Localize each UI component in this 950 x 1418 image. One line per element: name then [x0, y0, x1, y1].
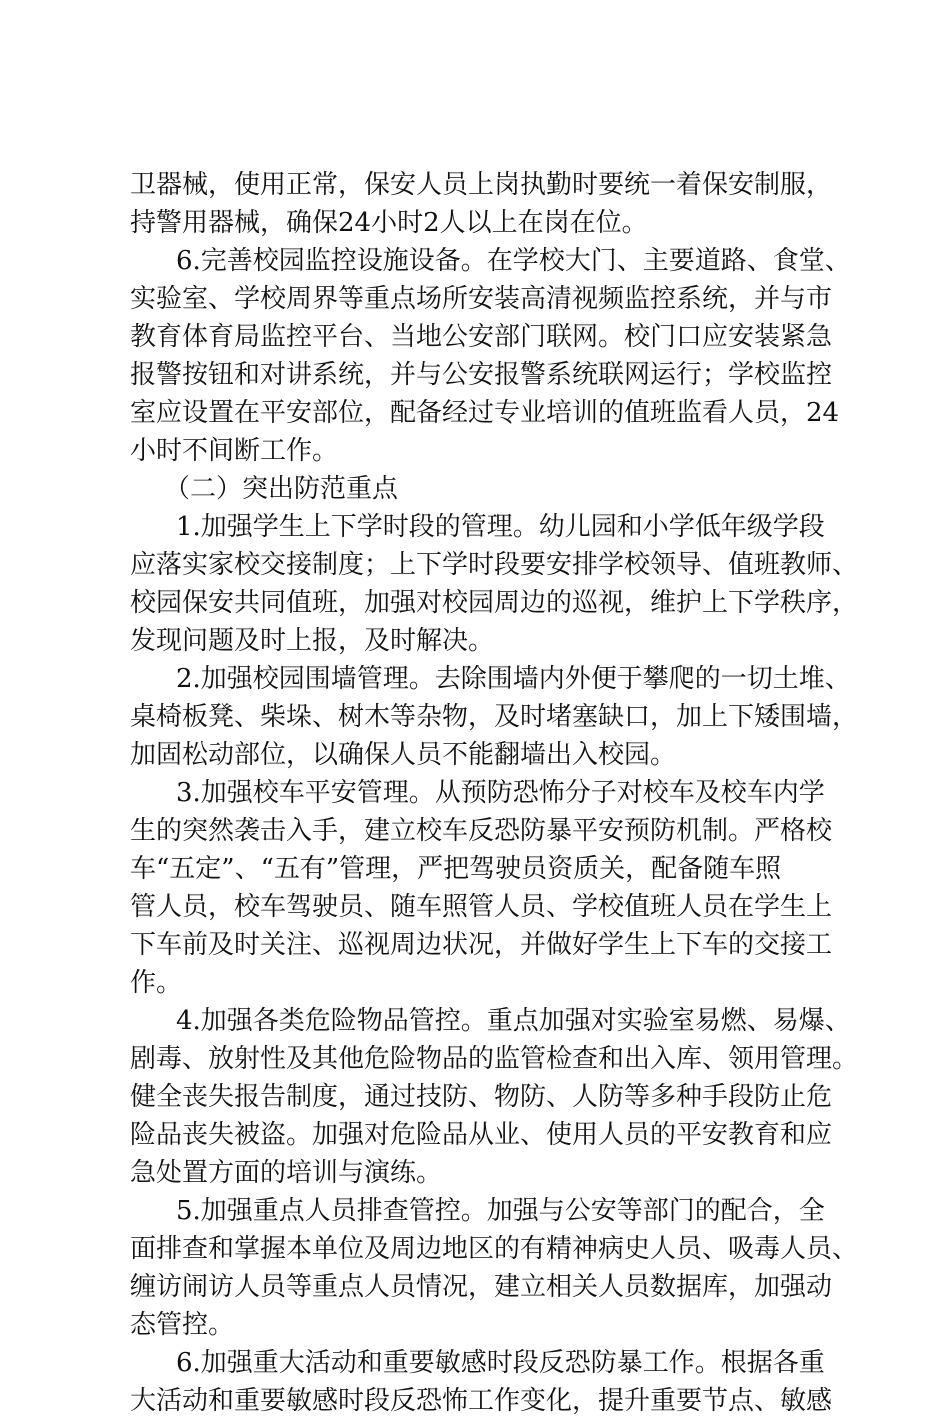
paragraph-line: 健全丧失报告制度，通过技防、物防、人防等多种手段防止危 [130, 1082, 833, 1112]
paragraph-line: 应落实家校交接制度；上下学时段要安排学校领导、值班教师、 [130, 550, 859, 580]
paragraph-line: 4.加强各类危险物品管控。重点加强对实验室易燃、易爆、 [176, 1006, 851, 1036]
paragraph-line: 加固松动部位，以确保人员不能翻墙出入校园。 [130, 740, 677, 770]
paragraph-line: 卫器械，使用正常，保安人员上岗执勤时要统一着保安制服， [130, 170, 833, 200]
paragraph-line: 教育体育局监控平台、当地公安部门联网。校门口应安装紧急 [130, 322, 833, 352]
paragraph-line: 生的突然袭击入手，建立校车反恐防暴平安预防机制。严格校 [130, 816, 833, 846]
section-heading: （二）突出防范重点 [164, 474, 399, 504]
paragraph-line: 小时不间断工作。 [130, 436, 339, 466]
paragraph-line: 实验室、学校周界等重点场所安装高清视频监控系统，并与市 [130, 284, 833, 314]
paragraph-line: 报警按钮和对讲系统，并与公安报警系统联网运行；学校监控 [130, 360, 833, 390]
paragraph-line: 大活动和重要敏感时段反恐怖工作变化，提升重要节点、敏感 [130, 1386, 833, 1416]
paragraph-line: 缠访闹访人员等重点人员情况，建立相关人员数据库，加强动 [130, 1272, 833, 1302]
paragraph-line: 态管控。 [130, 1310, 235, 1340]
paragraph-line: 1.加强学生上下学时段的管理。幼儿园和小学低年级学段 [176, 512, 825, 542]
paragraph-line: 室应设置在平安部位，配备经过专业培训的值班监看人员，24 [130, 398, 840, 428]
paragraph-line: 剧毒、放射性及其他危险物品的监管检查和出入库、领用管理。 [130, 1044, 859, 1074]
paragraph-line: 管人员，校车驾驶员、随车照管人员、学校值班人员在学生上 [130, 892, 833, 922]
paragraph-line: 2.加强校园围墙管理。去除围墙内外便于攀爬的一切土堆、 [176, 664, 851, 694]
paragraph-line: 3.加强校车平安管理。从预防恐怖分子对校车及校车内学 [176, 778, 825, 808]
paragraph-line: 作。 [130, 968, 183, 998]
paragraph-line: 校园保安共同值班，加强对校园周边的巡视，维护上下学秩序， [130, 588, 859, 618]
paragraph-line: 6.加强重大活动和重要敏感时段反恐防暴工作。根据各重 [176, 1348, 825, 1378]
paragraph-line: 5.加强重点人员排查管控。加强与公安等部门的配合，全 [176, 1196, 825, 1226]
paragraph-line: 急处置方面的培训与演练。 [130, 1158, 443, 1188]
paragraph-line: 下车前及时关注、巡视周边状况，并做好学生上下车的交接工 [130, 930, 833, 960]
paragraph-line: 6.完善校园监控设施设备。在学校大门、主要道路、食堂、 [176, 246, 851, 276]
paragraph-line: 持警用器械，确保24小时2人以上在岗在位。 [130, 208, 648, 238]
paragraph-line: 发现问题及时上报，及时解决。 [130, 626, 495, 656]
paragraph-line: 车“五定”、“五有”管理，严把驾驶员资质关，配备随车照 [130, 854, 782, 884]
paragraph-line: 桌椅板凳、柴垛、树木等杂物，及时堵塞缺口，加上下矮围墙， [130, 702, 859, 732]
paragraph-line: 面排查和掌握本单位及周边地区的有精神病史人员、吸毒人员、 [130, 1234, 859, 1264]
paragraph-line: 险品丧失被盗。加强对危险品从业、使用人员的平安教育和应 [130, 1120, 833, 1150]
